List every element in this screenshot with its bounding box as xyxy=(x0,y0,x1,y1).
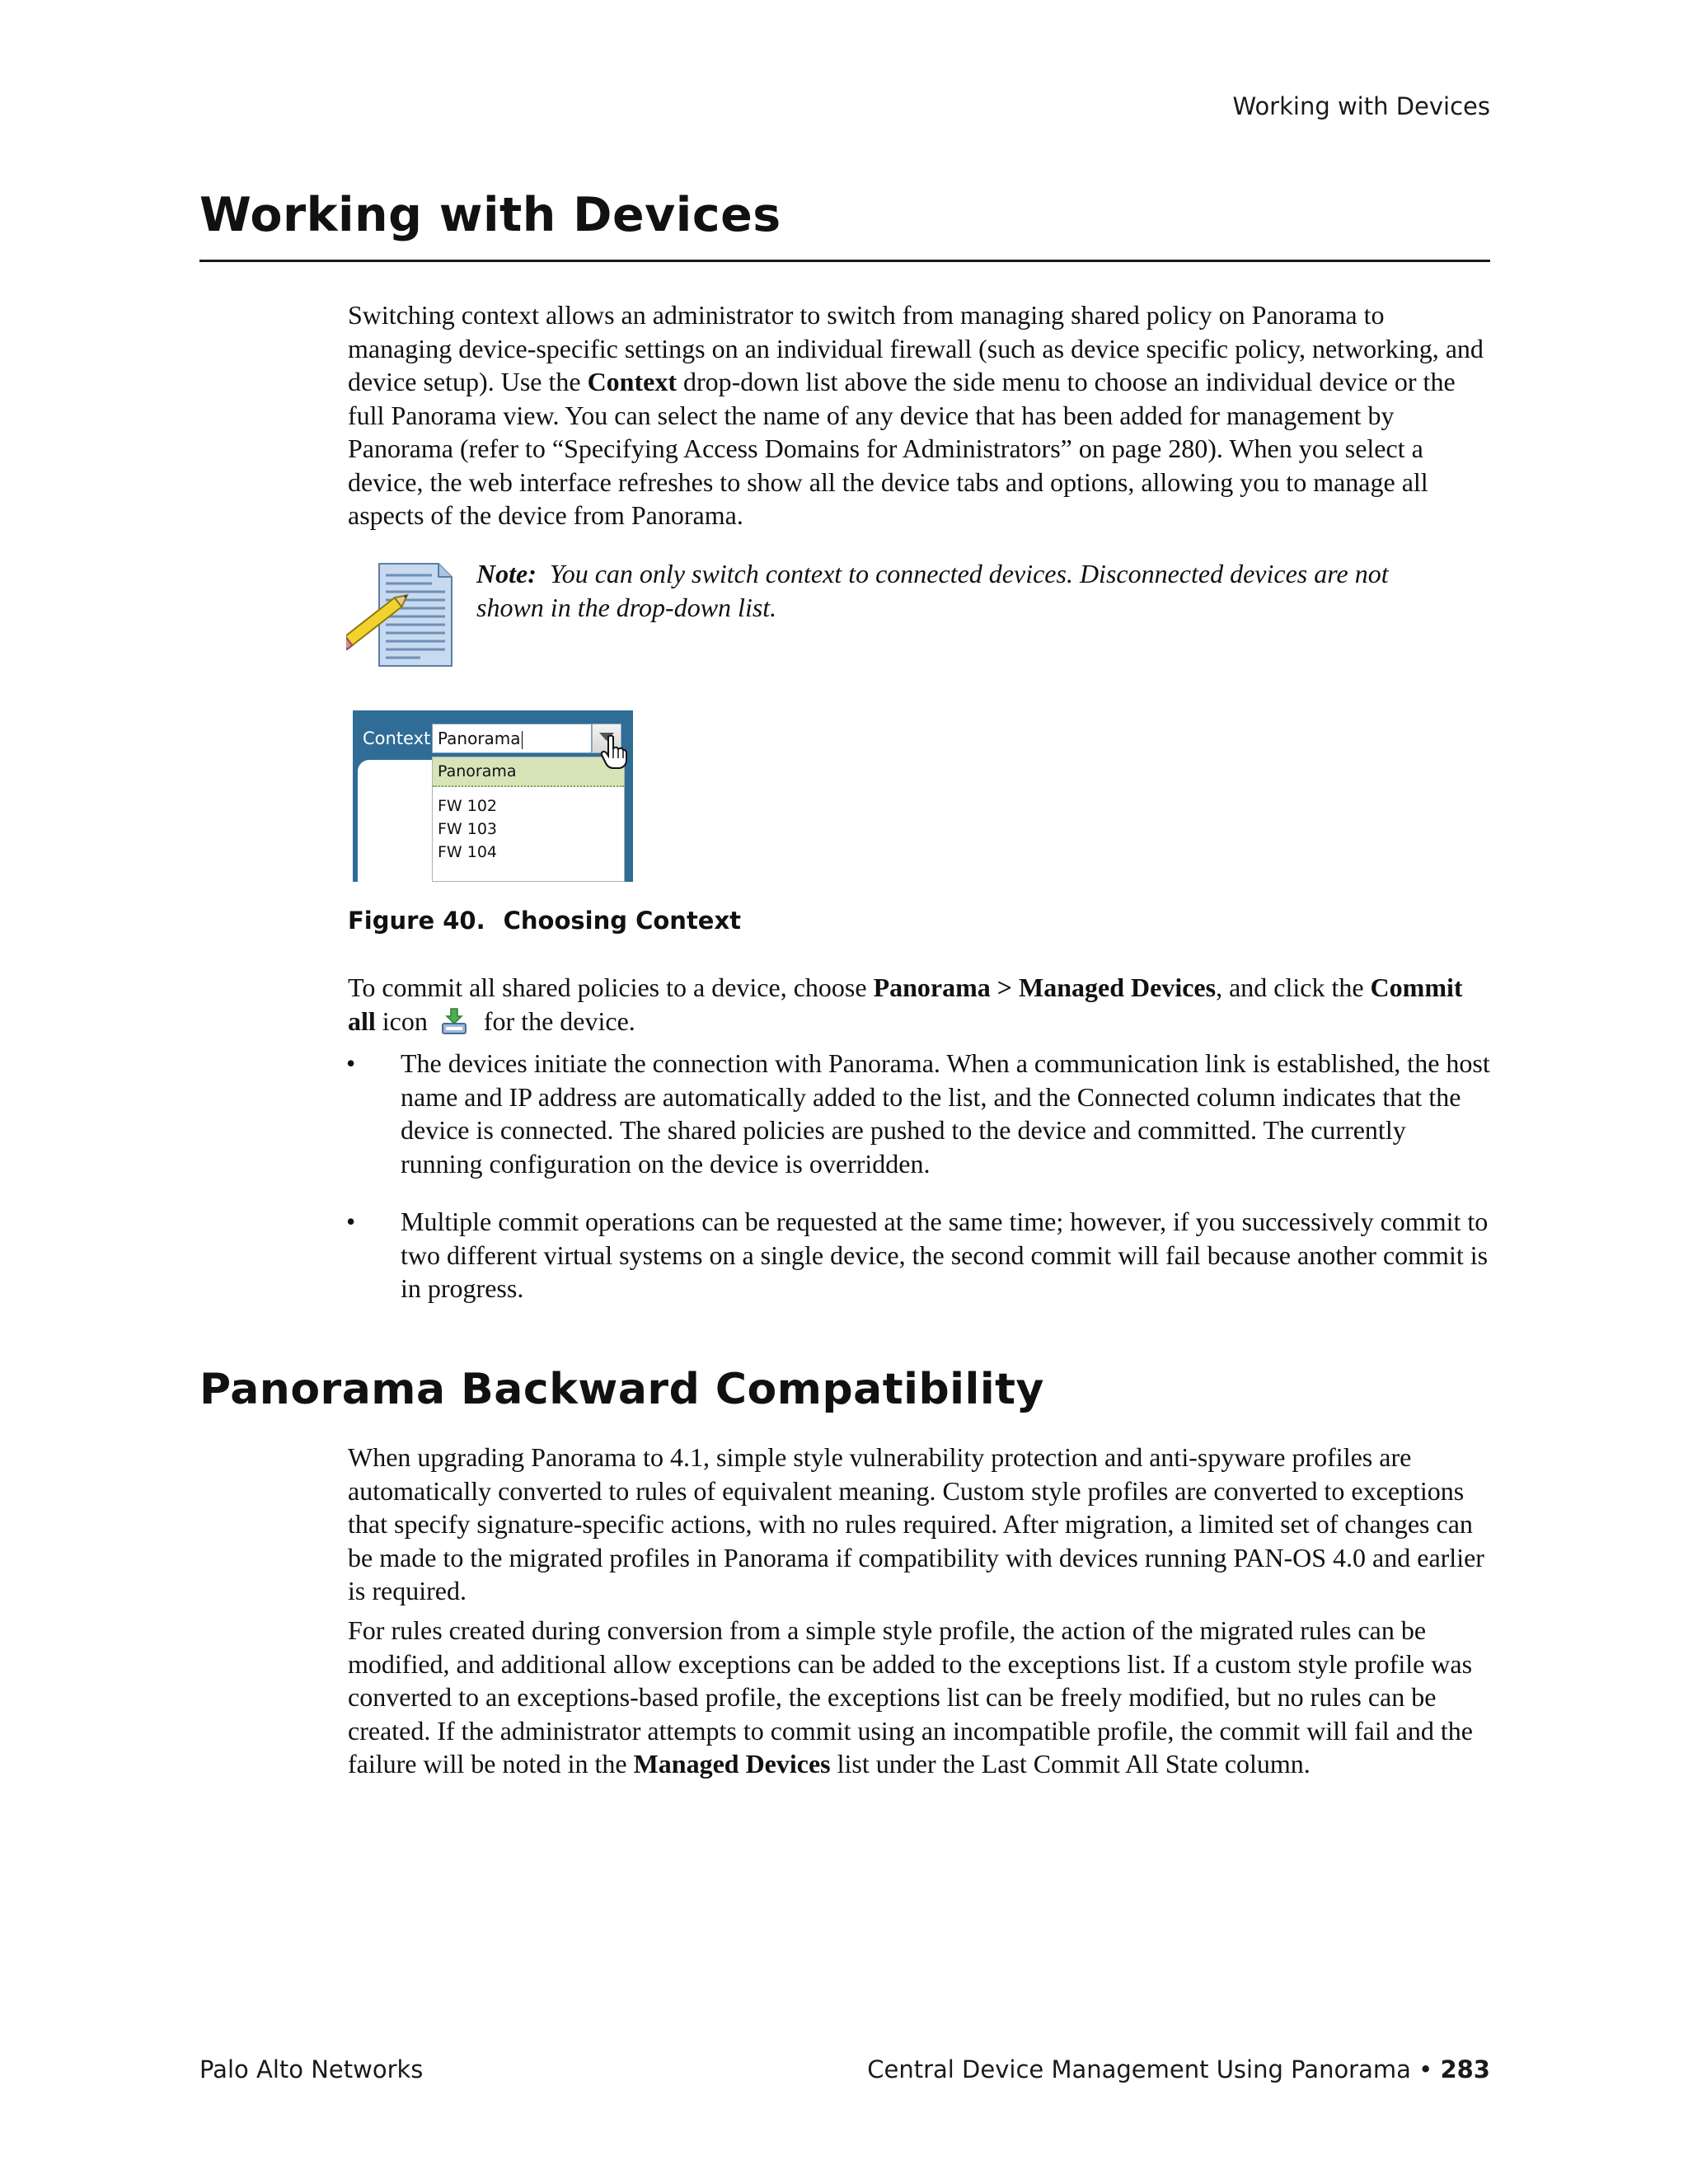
commit-text-1: To commit all shared policies to a device, choose xyxy=(348,972,874,1002)
dropdown-option-fw102[interactable]: FW 102 xyxy=(438,797,498,815)
context-screenshot xyxy=(353,710,633,882)
note-label: Note: xyxy=(476,559,537,588)
context-dropdown-list xyxy=(432,757,625,882)
intro-bold-context: Context xyxy=(587,367,677,396)
compat-paragraph-1: When upgrading Panorama to 4.1, simple style vulnerability protection and anti-spyware profiles are automatically converted to rules of equivalent meaning. Custom style profiles are converted to exceptions that specify signature-specific actions, with no rules required. After migration, a limited set of changes can be made to the migrated profiles in Panorama if compatibility with devices running PAN-OS 4.0 and earlier is required. xyxy=(348,1442,1484,1605)
footer-page-info xyxy=(867,2055,1490,2083)
bullet-item: Multiple commit operations can be requested at the same time; however, if you successively commit to two different virtual systems on a single device, the second commit will fail because another commit is in progress. xyxy=(401,1207,1489,1303)
context-dropdown-input[interactable] xyxy=(432,724,592,753)
commit-paragraph xyxy=(348,971,1490,1038)
page-title: Working with Devices xyxy=(199,188,781,242)
footer-company: Palo Alto Networks xyxy=(199,2055,424,2083)
bullet-symbol: • xyxy=(346,1048,356,1078)
footer-separator: • xyxy=(1410,2055,1441,2083)
bullet-item: The devices initiate the connection with Panorama. When a communication link is established, the host name and IP address are automatically added to the list, and the Connected column indicates that the device is connected. The shared policies are pushed to the device and committed. The currently running configuration on the device is overridden. xyxy=(401,1048,1490,1179)
hand-cursor-icon xyxy=(600,733,628,770)
page-number: 283 xyxy=(1440,2055,1490,2083)
compat-text-1: For rules created during conversion from a simple style profile, the action of the migrated rules can be modified, and additional allow exceptions can be added to the exceptions list. If a custom style profile was converted to an exceptions-based profile, the exceptions list can be freely modified, but no rules can be created. If the administrator attempts to commit using an incompatible profile, the commit will fail and the failure will be noted in the xyxy=(348,1615,1473,1779)
bullet-symbol: • xyxy=(346,1207,356,1236)
dropdown-option-fw104[interactable]: FW 104 xyxy=(438,843,498,861)
commit-text-2: , and click the xyxy=(1216,972,1371,1002)
context-label: Context xyxy=(363,729,431,748)
intro-text-2: drop-down list above the side menu to choose an individual device or the full Panorama view. You can select the name of any device that has been added for management by Panorama (refer to “Specifying Access Domains for Administrators” on page 280). When you select a device, the web interface refreshes to show all the device tabs and options, allowing you to manage all aspects of the device from Panorama. xyxy=(348,367,1456,530)
commit-bold-commit-all: Commit all xyxy=(348,972,1463,1036)
intro-text-1: Switching context allows an administrator to switch from managing shared policy on Panorama to managing device-specific settings on an individual firewall (such as device specific policy, networking, and device setup). Use the xyxy=(348,300,1484,396)
intro-paragraph xyxy=(348,298,1490,532)
commit-all-icon xyxy=(439,1007,469,1037)
note-body: You can only switch context to connected devices. Disconnected devices are not shown in the drop-down list. xyxy=(476,559,1389,622)
dropdown-option-panorama[interactable]: Panorama xyxy=(438,762,517,780)
commit-bold-path: Panorama > Managed Devices xyxy=(873,972,1217,1002)
figure-number: Figure 40. xyxy=(348,907,485,935)
dropdown-option-fw103[interactable]: FW 103 xyxy=(438,820,498,838)
figure-caption xyxy=(348,907,741,935)
figure-title: Choosing Context xyxy=(503,907,742,935)
note-pencil-icon xyxy=(346,560,462,669)
note-text xyxy=(476,557,1424,624)
commit-text-4: for the device. xyxy=(483,1005,635,1036)
context-input-value: Panorama xyxy=(438,729,521,748)
compat-text-2: list under the Last Commit All State column. xyxy=(830,1749,1311,1779)
commit-text-3: icon xyxy=(375,1005,428,1036)
compat-bold-managed-devices: Managed Devices xyxy=(633,1749,831,1779)
section-title-backward-compatibility: Panorama Backward Compatibility xyxy=(199,1365,1044,1414)
running-header: Working with Devices xyxy=(1232,92,1490,120)
side-menu-panel xyxy=(358,760,432,882)
title-rule xyxy=(199,260,1490,262)
footer-book-title: Central Device Management Using Panorama xyxy=(867,2055,1411,2083)
compat-paragraph-2 xyxy=(348,1614,1490,1781)
